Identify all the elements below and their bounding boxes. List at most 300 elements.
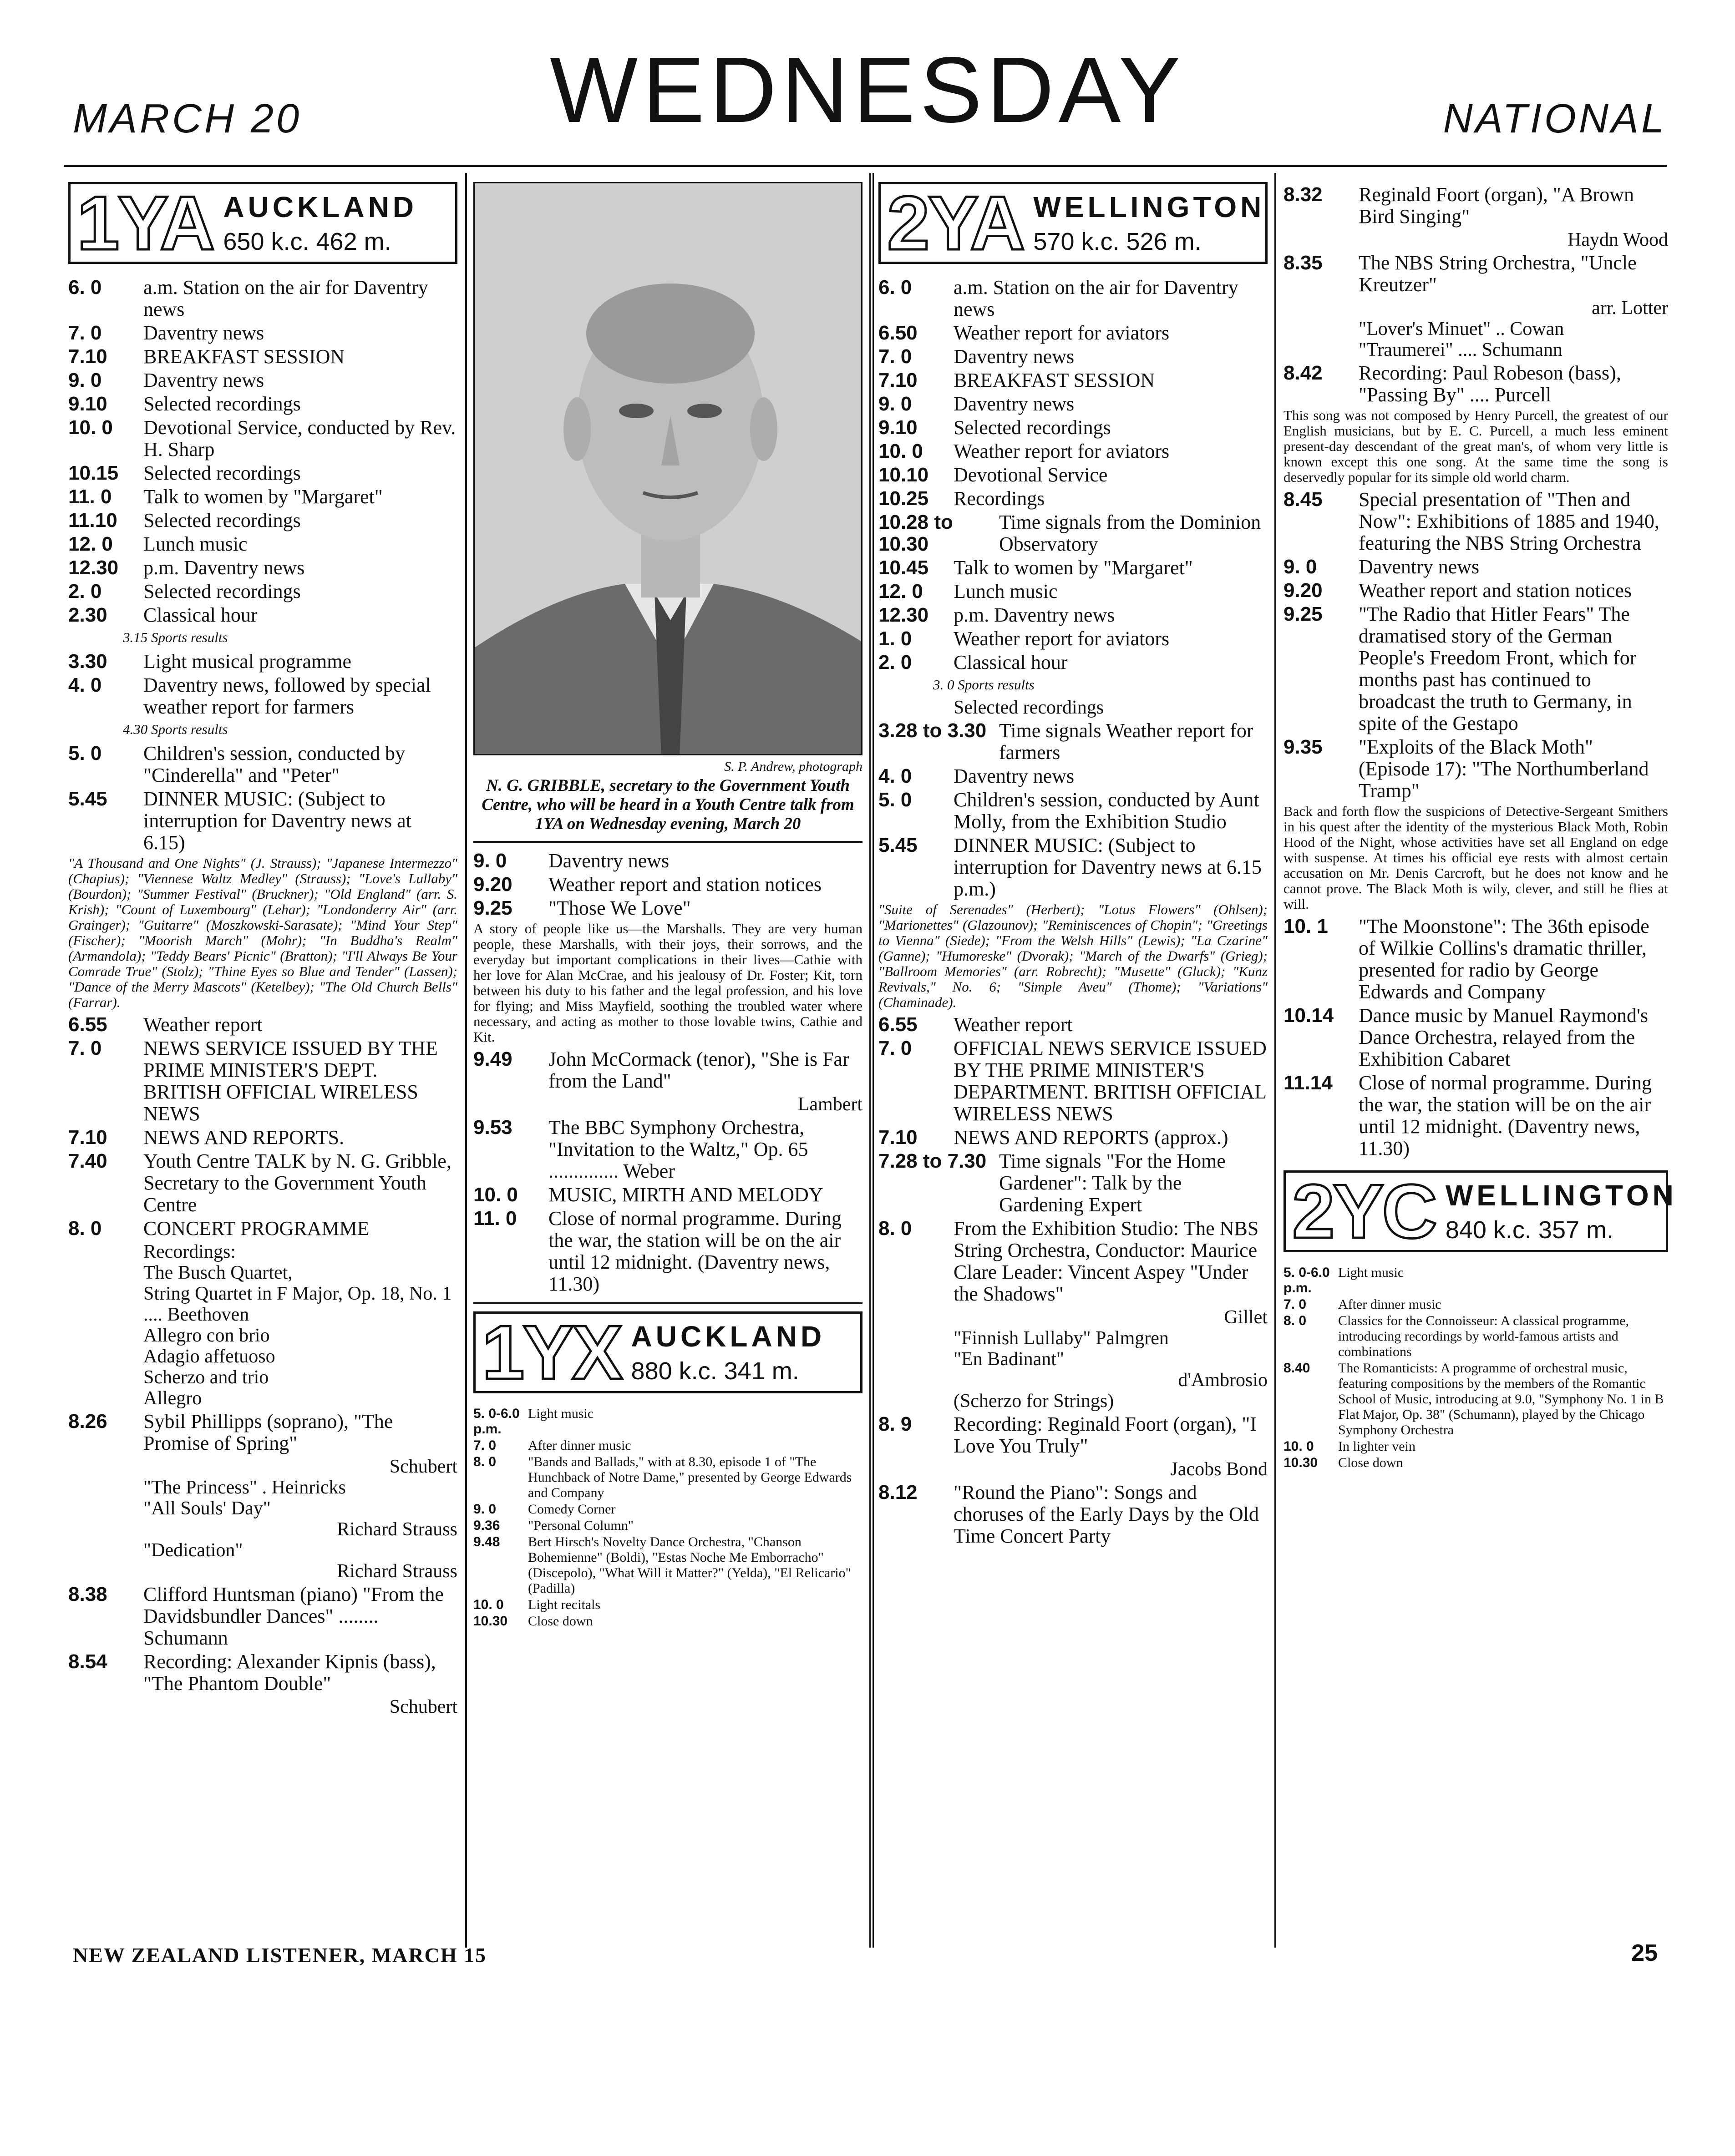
schedule-item [1283, 603, 1668, 734]
schedule-description: The Romanticists: A programme of orchestral music, featuring compositions by the members of the Romantic School of Music, introducing at 9.0, "Symphony No. 1 in B Flat Major, Op. 38" (Schumann), played by the Chicago Symphony Orchestra [1338, 1361, 1664, 1437]
schedule-description: Lunch music [143, 533, 248, 555]
schedule-description: Close down [528, 1614, 593, 1629]
schedule-time: 9.10 [68, 393, 107, 415]
concert-line: Scherzo and trio [143, 1367, 269, 1388]
schedule-time: 8. 9 [878, 1413, 912, 1435]
schedule-item [878, 1150, 1268, 1216]
schedule-description: Recording: Alexander Kipnis (bass), "The Phantom Double" [143, 1650, 436, 1695]
schedule-description: a.m. Station on the air for Daventry news [143, 276, 428, 320]
schedule-item [473, 1518, 862, 1533]
network-label: NATIONAL [1443, 96, 1667, 142]
schedule-list [473, 1117, 862, 1295]
schedule-item [473, 1454, 862, 1501]
dinner-music-list: "A Thousand and One Nights" (J. Strauss); "Japanese Intermezzo" (Chapius); "Viennese Waltz Medley" (Strauss); "Love's Lullaby" (Bourdon); "Summer Festival" (Bruckner); "Old England" (arr. S. Krish); "Count of Luxembourg" (Lehar); "Londonderry Air" (arr. Grainger); "Guitarre" (Moszkowski-Sarasate); "Mind Your Step" (Fischer); "Moorish March" (Mohr); "In Buddha's Realm" (Armandola); "Teddy Bears' Picnic" (Bratton); "I'll Always Be Your Comrade True" (Stolz); "Thine Eyes so Blue and Tender" (Lassen); "Dance of the Merry Mascots" (Ketelbey); "The Old Church Bells" (Farrar). [68, 855, 457, 1010]
schedule-time: 9.36 [473, 1518, 500, 1533]
schedule-description: Comedy Corner [528, 1502, 616, 1517]
schedule-time: 3.28 to 3.30 [878, 719, 987, 742]
schedule-item [473, 1597, 862, 1613]
schedule-time: 9.49 [473, 1048, 512, 1070]
schedule-time: 10. 1 [1283, 915, 1328, 937]
schedule-time: 11. 0 [473, 1207, 517, 1230]
schedule-list [1283, 1265, 1668, 1471]
schedule-item [473, 1184, 862, 1206]
schedule-item [68, 604, 457, 626]
schedule-time: 5. 0 [68, 742, 102, 764]
callsign-logo: 1YA [77, 180, 213, 266]
schedule-item [1283, 1439, 1668, 1454]
schedule-time: 5. 0-6.0 p.m. [473, 1406, 520, 1437]
schedule-time: 9.25 [1283, 603, 1323, 625]
schedule-description: Time signals "For the Home Gardener": Talk by the Gardening Expert [999, 1150, 1226, 1216]
schedule-description: Weather report and station notices [548, 873, 822, 896]
schedule-list [1283, 184, 1668, 228]
schedule-time: 8. 0 [1283, 1313, 1307, 1328]
schedule-description: Devotional Service, conducted by Rev. H. Sharp [143, 416, 456, 461]
schedule-description: BREAKFAST SESSION [954, 369, 1155, 391]
schedule-description: Weather report for aviators [954, 322, 1170, 344]
issue-date: MARCH 20 [73, 96, 302, 142]
schedule-item [1283, 1072, 1668, 1159]
schedule-time: 7.10 [68, 345, 107, 368]
song-title: "En Badinant" [954, 1349, 1065, 1370]
schedule-description: Clifford Huntsman (piano) "From the Davidsbundler Dances" ........ Schumann [143, 1583, 444, 1649]
schedule-time: 8.45 [1283, 488, 1323, 511]
schedule-list [1283, 489, 1668, 802]
schedule-list [473, 1406, 862, 1629]
schedule-description: "Exploits of the Black Moth" (Episode 17): "The Northumberland Tramp" [1359, 736, 1649, 802]
schedule-item [878, 1413, 1268, 1457]
schedule-list [68, 277, 457, 626]
schedule-time: 8. 0 [68, 1217, 102, 1240]
composer: Gillet [1224, 1307, 1268, 1328]
schedule-item [68, 486, 457, 508]
schedule-description: MUSIC, MIRTH AND MELODY [548, 1184, 823, 1206]
programme-description: Back and forth flow the suspicions of Detective-Sergeant Smithers in his quest after the identity of the mysterious Black Moth, Robin Hood of the Night, whose activities have set all England on edge with suspense. At times his official eye rests with almost certain accusation on Mr. Denis Carcroft, but he does not know and he cannot prove. The Black Moth is wily, clever, and still he flies at will. [1283, 803, 1668, 912]
schedule-item [1283, 1005, 1668, 1070]
schedule-time: 6.55 [878, 1013, 918, 1036]
schedule-time: 8. 0 [473, 1454, 497, 1469]
schedule-time: 8.54 [68, 1650, 107, 1673]
schedule-item [68, 533, 457, 555]
composer: d'Ambrosio [1178, 1370, 1268, 1391]
schedule-time: 12. 0 [878, 580, 923, 602]
schedule-description: Light music [1338, 1265, 1404, 1280]
schedule-time: 9.48 [473, 1534, 500, 1549]
schedule-time: 12.30 [68, 557, 119, 579]
schedule-description: Selected recordings [143, 462, 301, 484]
station-frequency: 840 k.c. 357 m. [1445, 1216, 1614, 1244]
concert-line: Recordings: [143, 1241, 236, 1262]
schedule-description: Weather report [954, 1013, 1073, 1036]
schedule-description: After dinner music [1338, 1297, 1441, 1312]
schedule-description: "Personal Column" [528, 1518, 634, 1533]
schedule-description: Daventry news [143, 322, 264, 344]
schedule-time: 7.10 [878, 369, 918, 391]
schedule-time: 9. 0 [68, 369, 102, 391]
schedule-description: Recording: Paul Robeson (bass), "Passing By" .... Purcell [1359, 362, 1621, 406]
schedule-item [473, 1614, 862, 1629]
schedule-description: Daventry news [548, 850, 670, 872]
schedule-item [878, 789, 1268, 833]
schedule-description: Close of normal programme. During the war, the station will be on the air until 12 midnight. (Daventry news, 11.30) [1359, 1072, 1652, 1159]
schedule-time: 8.26 [68, 1410, 107, 1432]
schedule-list [473, 850, 862, 919]
schedule-time: 8. 0 [878, 1217, 912, 1240]
schedule-time: 11. 0 [68, 486, 112, 508]
schedule-description: Classical hour [954, 651, 1068, 673]
schedule-description: DINNER MUSIC: (Subject to interruption for Daventry news at 6.15) [143, 788, 411, 854]
schedule-description: Close of normal programme. During the war, the station will be on the air until 12 midnight. (Daventry news, 11.30) [548, 1207, 842, 1295]
header-rule [64, 165, 1667, 167]
composer: Richard Strauss [337, 1561, 457, 1582]
schedule-time: 6. 0 [68, 276, 102, 299]
schedule-item [878, 1038, 1268, 1125]
schedule-time: 2.30 [68, 604, 107, 626]
song-note: (Scherzo for Strings) [954, 1391, 1114, 1412]
concert-line: Allegro con brio [143, 1325, 270, 1346]
schedule-list [68, 1584, 457, 1695]
schedule-description: p.m. Daventry news [954, 604, 1115, 626]
composer: Schubert [389, 1696, 457, 1717]
schedule-time: 10.25 [878, 487, 929, 510]
programme-description: This song was not composed by Henry Purcell, the greatest of our English musicians, but by E. C. Purcell, a much less eminent present-day descendant of the great man's, of whom very little is known except this one song. At the same time the song is deservedly popular for its simple old world charm. [1283, 407, 1668, 485]
schedule-description: Close down [1338, 1455, 1403, 1470]
schedule-description: Weather report for aviators [954, 628, 1170, 650]
column-photo [473, 182, 862, 1630]
schedule-description: Light recitals [528, 1597, 601, 1612]
schedule-time: 9. 0 [878, 393, 912, 415]
schedule-item [878, 652, 1268, 673]
schedule-item-text: Selected recordings [954, 697, 1104, 718]
schedule-time: 9. 0 [473, 850, 507, 872]
schedule-item [878, 765, 1268, 787]
schedule-item [68, 322, 457, 344]
schedule-time: 12.30 [878, 604, 929, 626]
column-divider [1274, 173, 1276, 1948]
schedule-item [68, 674, 457, 718]
callsign-logo: 2YC [1292, 1169, 1436, 1254]
schedule-time: 10. 0 [473, 1184, 518, 1206]
song-title: "Finnish Lullaby" Palmgren [954, 1328, 1169, 1349]
schedule-description: "Bands and Ballads," with at 8.30, episode 1 of "The Hunchback of Notre Dame," presented by George Edwards and Company [528, 1454, 852, 1500]
schedule-item [473, 1117, 862, 1182]
photo-credit: S. P. Andrew, photograph [724, 759, 862, 774]
schedule-list [68, 743, 457, 854]
page-number: 25 [1631, 1940, 1658, 1966]
portrait-illustration [475, 183, 862, 755]
column-divider [465, 173, 467, 1948]
schedule-time: 5.45 [68, 788, 107, 810]
schedule-item [68, 1014, 457, 1036]
schedule-time: 8.35 [1283, 252, 1323, 274]
schedule-time: 7. 0 [473, 1438, 497, 1453]
schedule-time: 8.38 [68, 1583, 107, 1605]
photo-caption: N. G. GRIBBLE, secretary to the Government Youth Centre, who will be heard in a Youth Centre talk from 1YA on Wednesday evening, March 20 [482, 776, 854, 833]
schedule-time: 6.50 [878, 322, 918, 344]
schedule-description: OFFICIAL NEWS SERVICE ISSUED BY THE PRIME MINISTER'S DEPARTMENT. BRITISH OFFICIAL WIRELESS NEWS [954, 1037, 1267, 1125]
schedule-item [68, 743, 457, 786]
schedule-list [878, 1482, 1268, 1547]
composer: Richard Strauss [337, 1519, 457, 1540]
schedule-item [68, 369, 457, 391]
schedule-time: 10.30 [1283, 1455, 1318, 1470]
schedule-item [878, 417, 1268, 439]
song-title: "Lover's Minuet" .. Cowan [1359, 319, 1564, 339]
schedule-item [68, 1651, 457, 1695]
schedule-time: 8.32 [1283, 183, 1323, 206]
schedule-description: Lunch music [954, 580, 1058, 602]
station-city: WELLINGTON [1445, 1179, 1677, 1212]
schedule-time: 7. 0 [68, 1037, 102, 1059]
schedule-item [68, 788, 457, 854]
schedule-description: CONCERT PROGRAMME [143, 1217, 370, 1240]
concert-line: Allegro [143, 1388, 202, 1409]
station-banner-2yc [1283, 1169, 1677, 1254]
schedule-item [878, 277, 1268, 320]
schedule-item [1283, 184, 1668, 228]
schedule-item [878, 557, 1268, 579]
schedule-description: Selected recordings [143, 509, 301, 531]
schedule-description: Children's session, conducted by Aunt Molly, from the Exhibition Studio [954, 789, 1259, 833]
schedule-time: 10.14 [1283, 1004, 1334, 1027]
schedule-description: BREAKFAST SESSION [143, 345, 345, 368]
schedule-description: Daventry news [954, 765, 1075, 787]
schedule-time: 3.30 [68, 650, 107, 673]
schedule-item [68, 1150, 457, 1216]
sports-note: 3.15 Sports results [123, 629, 228, 645]
schedule-time: 4. 0 [878, 765, 912, 787]
schedule-list [1283, 362, 1668, 406]
schedule-time: 11.10 [68, 509, 117, 531]
composer: Lambert [797, 1094, 862, 1115]
schedule-time: 6.55 [68, 1013, 107, 1036]
station-city: AUCKLAND [631, 1320, 826, 1353]
schedule-item [878, 488, 1268, 510]
schedule-list [1283, 252, 1668, 296]
schedule-item [878, 440, 1268, 462]
schedule-list [1283, 916, 1668, 1159]
schedule-item [68, 651, 457, 673]
schedule-time: 7.10 [68, 1126, 107, 1149]
schedule-description: "Those We Love" [548, 897, 691, 919]
schedule-description: "The Moonstone": The 36th episode of Wilkie Collins's dramatic thriller, presented for radio by George Edwards and Company [1359, 915, 1649, 1003]
schedule-time: 9.20 [473, 873, 512, 896]
schedule-item [473, 897, 862, 919]
schedule-item [1283, 1455, 1668, 1471]
schedule-description: Classical hour [143, 604, 258, 626]
schedule-item [878, 1014, 1268, 1036]
schedule-list [68, 651, 457, 718]
song-title: "All Souls' Day" [143, 1498, 271, 1519]
station-banner-1ya [68, 182, 457, 264]
schedule-item [1283, 736, 1668, 802]
schedule-time: 9.35 [1283, 736, 1323, 758]
schedule-item [1283, 489, 1668, 554]
station-banner-2ya [878, 182, 1268, 264]
schedule-time: 7.10 [878, 1126, 918, 1149]
schedule-description: The BBC Symphony Orchestra, "Invitation to the Waltz," Op. 65 .............. Weber [548, 1116, 808, 1182]
schedule-time: 9. 0 [1283, 556, 1317, 578]
schedule-item [1283, 1313, 1668, 1360]
schedule-list [878, 720, 1268, 900]
schedule-description: Light music [528, 1406, 594, 1421]
schedule-description: Sybil Phillipps (soprano), "The Promise of Spring" [143, 1410, 393, 1454]
schedule-description: Daventry news [954, 393, 1075, 415]
schedule-item [473, 1048, 862, 1092]
schedule-time: 9.25 [473, 897, 512, 919]
sports-note: 4.30 Sports results [123, 721, 228, 737]
schedule-description: Daventry news [143, 369, 264, 391]
station-city: AUCKLAND [223, 191, 418, 223]
schedule-item [1283, 362, 1668, 406]
schedule-time: 11.14 [1283, 1072, 1333, 1094]
schedule-item [68, 393, 457, 415]
concert-programme [68, 1241, 457, 1409]
schedule-description: Selected recordings [143, 580, 301, 602]
schedule-description: Daventry news [1359, 556, 1480, 578]
schedule-time: 4. 0 [68, 674, 102, 696]
schedule-time: 9.53 [473, 1116, 512, 1139]
concert-line: Adagio affetuoso [143, 1346, 275, 1367]
schedule-item [68, 557, 457, 579]
day-title: WEDNESDAY [549, 38, 1186, 142]
callsign-logo: 2YA [887, 180, 1024, 266]
schedule-time: 5. 0 [878, 789, 912, 811]
schedule-description: Time signals from the Dominion Observatory [999, 511, 1261, 555]
schedule-item [878, 511, 1268, 555]
schedule-description: "The Radio that Hitler Fears" The dramatised story of the German People's Freedom Front, which for months past has continued to broadcast the truth to Germany, in spite of the Gestapo [1359, 603, 1637, 734]
station-banner-1yx [473, 1311, 862, 1393]
schedule-item [878, 581, 1268, 602]
column-2ya-continued [1283, 182, 1677, 1472]
schedule-time: 5.45 [878, 834, 918, 856]
schedule-item [878, 322, 1268, 344]
column-1ya [68, 182, 457, 1717]
schedule-item [1283, 1265, 1668, 1296]
schedule-item [68, 510, 457, 531]
schedule-time: 10. 0 [878, 440, 923, 462]
schedule-item [878, 393, 1268, 415]
callsign-logo: 1YX [482, 1310, 621, 1395]
schedule-description: Devotional Service [954, 464, 1108, 486]
schedule-item [1283, 916, 1668, 1003]
portrait-photo [473, 182, 862, 755]
schedule-time: 7. 0 [68, 322, 102, 344]
schedule-description: Children's session, conducted by "Cinderella" and "Peter" [143, 742, 405, 786]
schedule-time: 2. 0 [878, 651, 912, 673]
schedule-description: Recordings [954, 487, 1045, 510]
schedule-item [1283, 556, 1668, 578]
schedule-description: From the Exhibition Studio: The NBS String Orchestra, Conductor: Maurice Clare Leader: Vincent Aspey "Under the Shadows" [954, 1217, 1259, 1305]
station-frequency: 570 k.c. 526 m. [1033, 228, 1202, 255]
schedule-description: NEWS AND REPORTS. [143, 1126, 345, 1149]
schedule-item [68, 1584, 457, 1649]
schedule-time: 7.28 to 7.30 [878, 1150, 987, 1172]
schedule-description: The NBS String Orchestra, "Uncle Kreutzer" [1359, 252, 1637, 296]
schedule-item [473, 1438, 862, 1453]
schedule-description: John McCormack (tenor), "She is Far from the Land" [548, 1048, 849, 1092]
schedule-time: 10.15 [68, 462, 119, 484]
schedule-description: Talk to women by "Margaret" [954, 557, 1193, 579]
schedule-item [68, 462, 457, 484]
composer: arr. Lotter [1592, 298, 1668, 319]
schedule-item [878, 628, 1268, 650]
composer: Jacobs Bond [1170, 1459, 1268, 1480]
schedule-item [878, 464, 1268, 486]
schedule-item [68, 1127, 457, 1149]
schedule-time: 10.45 [878, 557, 929, 579]
schedule-time: 7. 0 [878, 345, 912, 368]
schedule-description: Bert Hirsch's Novelty Dance Orchestra, "Chanson Bohemienne" (Boldi), "Estas Noche Me Emborracho" (Discepolo), "What Will it Matter?" (Yelda), "El Relicario" (Padilla) [528, 1534, 851, 1596]
schedule-time: 8.42 [1283, 362, 1323, 384]
schedule-time: 7. 0 [878, 1037, 912, 1059]
schedule-time: 9.10 [878, 416, 918, 439]
schedule-item [68, 277, 457, 320]
schedule-item [878, 835, 1268, 900]
publication-footer: NEW ZEALAND LISTENER, MARCH 15 [73, 1943, 487, 1967]
schedule-item [1283, 1297, 1668, 1312]
schedule-description: NEWS AND REPORTS (approx.) [954, 1126, 1228, 1149]
schedule-description: Youth Centre TALK by N. G. Gribble, Secretary to the Government Youth Centre [143, 1150, 452, 1216]
schedule-time: 9. 0 [473, 1502, 497, 1517]
schedule-description: "Round the Piano": Songs and choruses of the Early Days by the Old Time Concert Party [954, 1481, 1259, 1547]
schedule-item [878, 346, 1268, 368]
schedule-time: 10.28 to 10.30 [878, 511, 953, 555]
schedule-list [68, 1014, 457, 1240]
schedule-description: Talk to women by "Margaret" [143, 486, 383, 508]
schedule-item [1283, 252, 1668, 296]
schedule-item [878, 1218, 1268, 1305]
concert-line: String Quartet in F Major, Op. 18, No. 1 .... Beethoven [143, 1283, 452, 1325]
schedule-time: 7. 0 [1283, 1297, 1307, 1312]
station-frequency: 880 k.c. 341 m. [631, 1357, 799, 1385]
schedule-description: DINNER MUSIC: (Subject to interruption for Daventry news at 6.15 p.m.) [954, 834, 1262, 900]
song-title: "Dedication" [143, 1540, 243, 1561]
schedule-item [1283, 1361, 1668, 1438]
station-frequency: 650 k.c. 462 m. [223, 228, 391, 255]
schedule-list [878, 1413, 1268, 1457]
schedule-item [878, 604, 1268, 626]
schedule-description: p.m. Daventry news [143, 557, 305, 579]
schedule-description: Daventry news [954, 345, 1075, 368]
divider [473, 841, 862, 843]
schedule-list [473, 1048, 862, 1092]
schedule-time: 1. 0 [878, 628, 912, 650]
schedule-description: Dance music by Manuel Raymond's Dance Orchestra, relayed from the Exhibition Cabaret [1359, 1004, 1649, 1070]
schedule-list [878, 1014, 1268, 1305]
schedule-item [878, 369, 1268, 391]
schedule-description: Reginald Foort (organ), "A Brown Bird Singing" [1359, 183, 1634, 228]
schedule-item [878, 1482, 1268, 1547]
schedule-description: Light musical programme [143, 650, 351, 673]
schedule-description: After dinner music [528, 1438, 631, 1453]
composer: Haydn Wood [1568, 229, 1668, 250]
schedule-description: Classics for the Connoisseur: A classical programme, introducing recordings by world-famous artists and combinations [1338, 1313, 1629, 1359]
schedule-time: 2. 0 [68, 580, 102, 602]
schedule-item [68, 417, 457, 461]
song-title: "Traumerei" .... Schumann [1359, 339, 1563, 360]
schedule-time: 10. 0 [68, 416, 113, 439]
schedule-item [68, 346, 457, 368]
schedule-item [473, 850, 862, 872]
schedule-time: 10. 0 [1283, 1439, 1314, 1454]
schedule-description: Weather report [143, 1013, 263, 1036]
schedule-description: In lighter vein [1338, 1439, 1415, 1454]
schedule-item [68, 581, 457, 602]
schedule-item [473, 874, 862, 896]
schedule-time: 7.40 [68, 1150, 107, 1172]
schedule-item [473, 1406, 862, 1437]
